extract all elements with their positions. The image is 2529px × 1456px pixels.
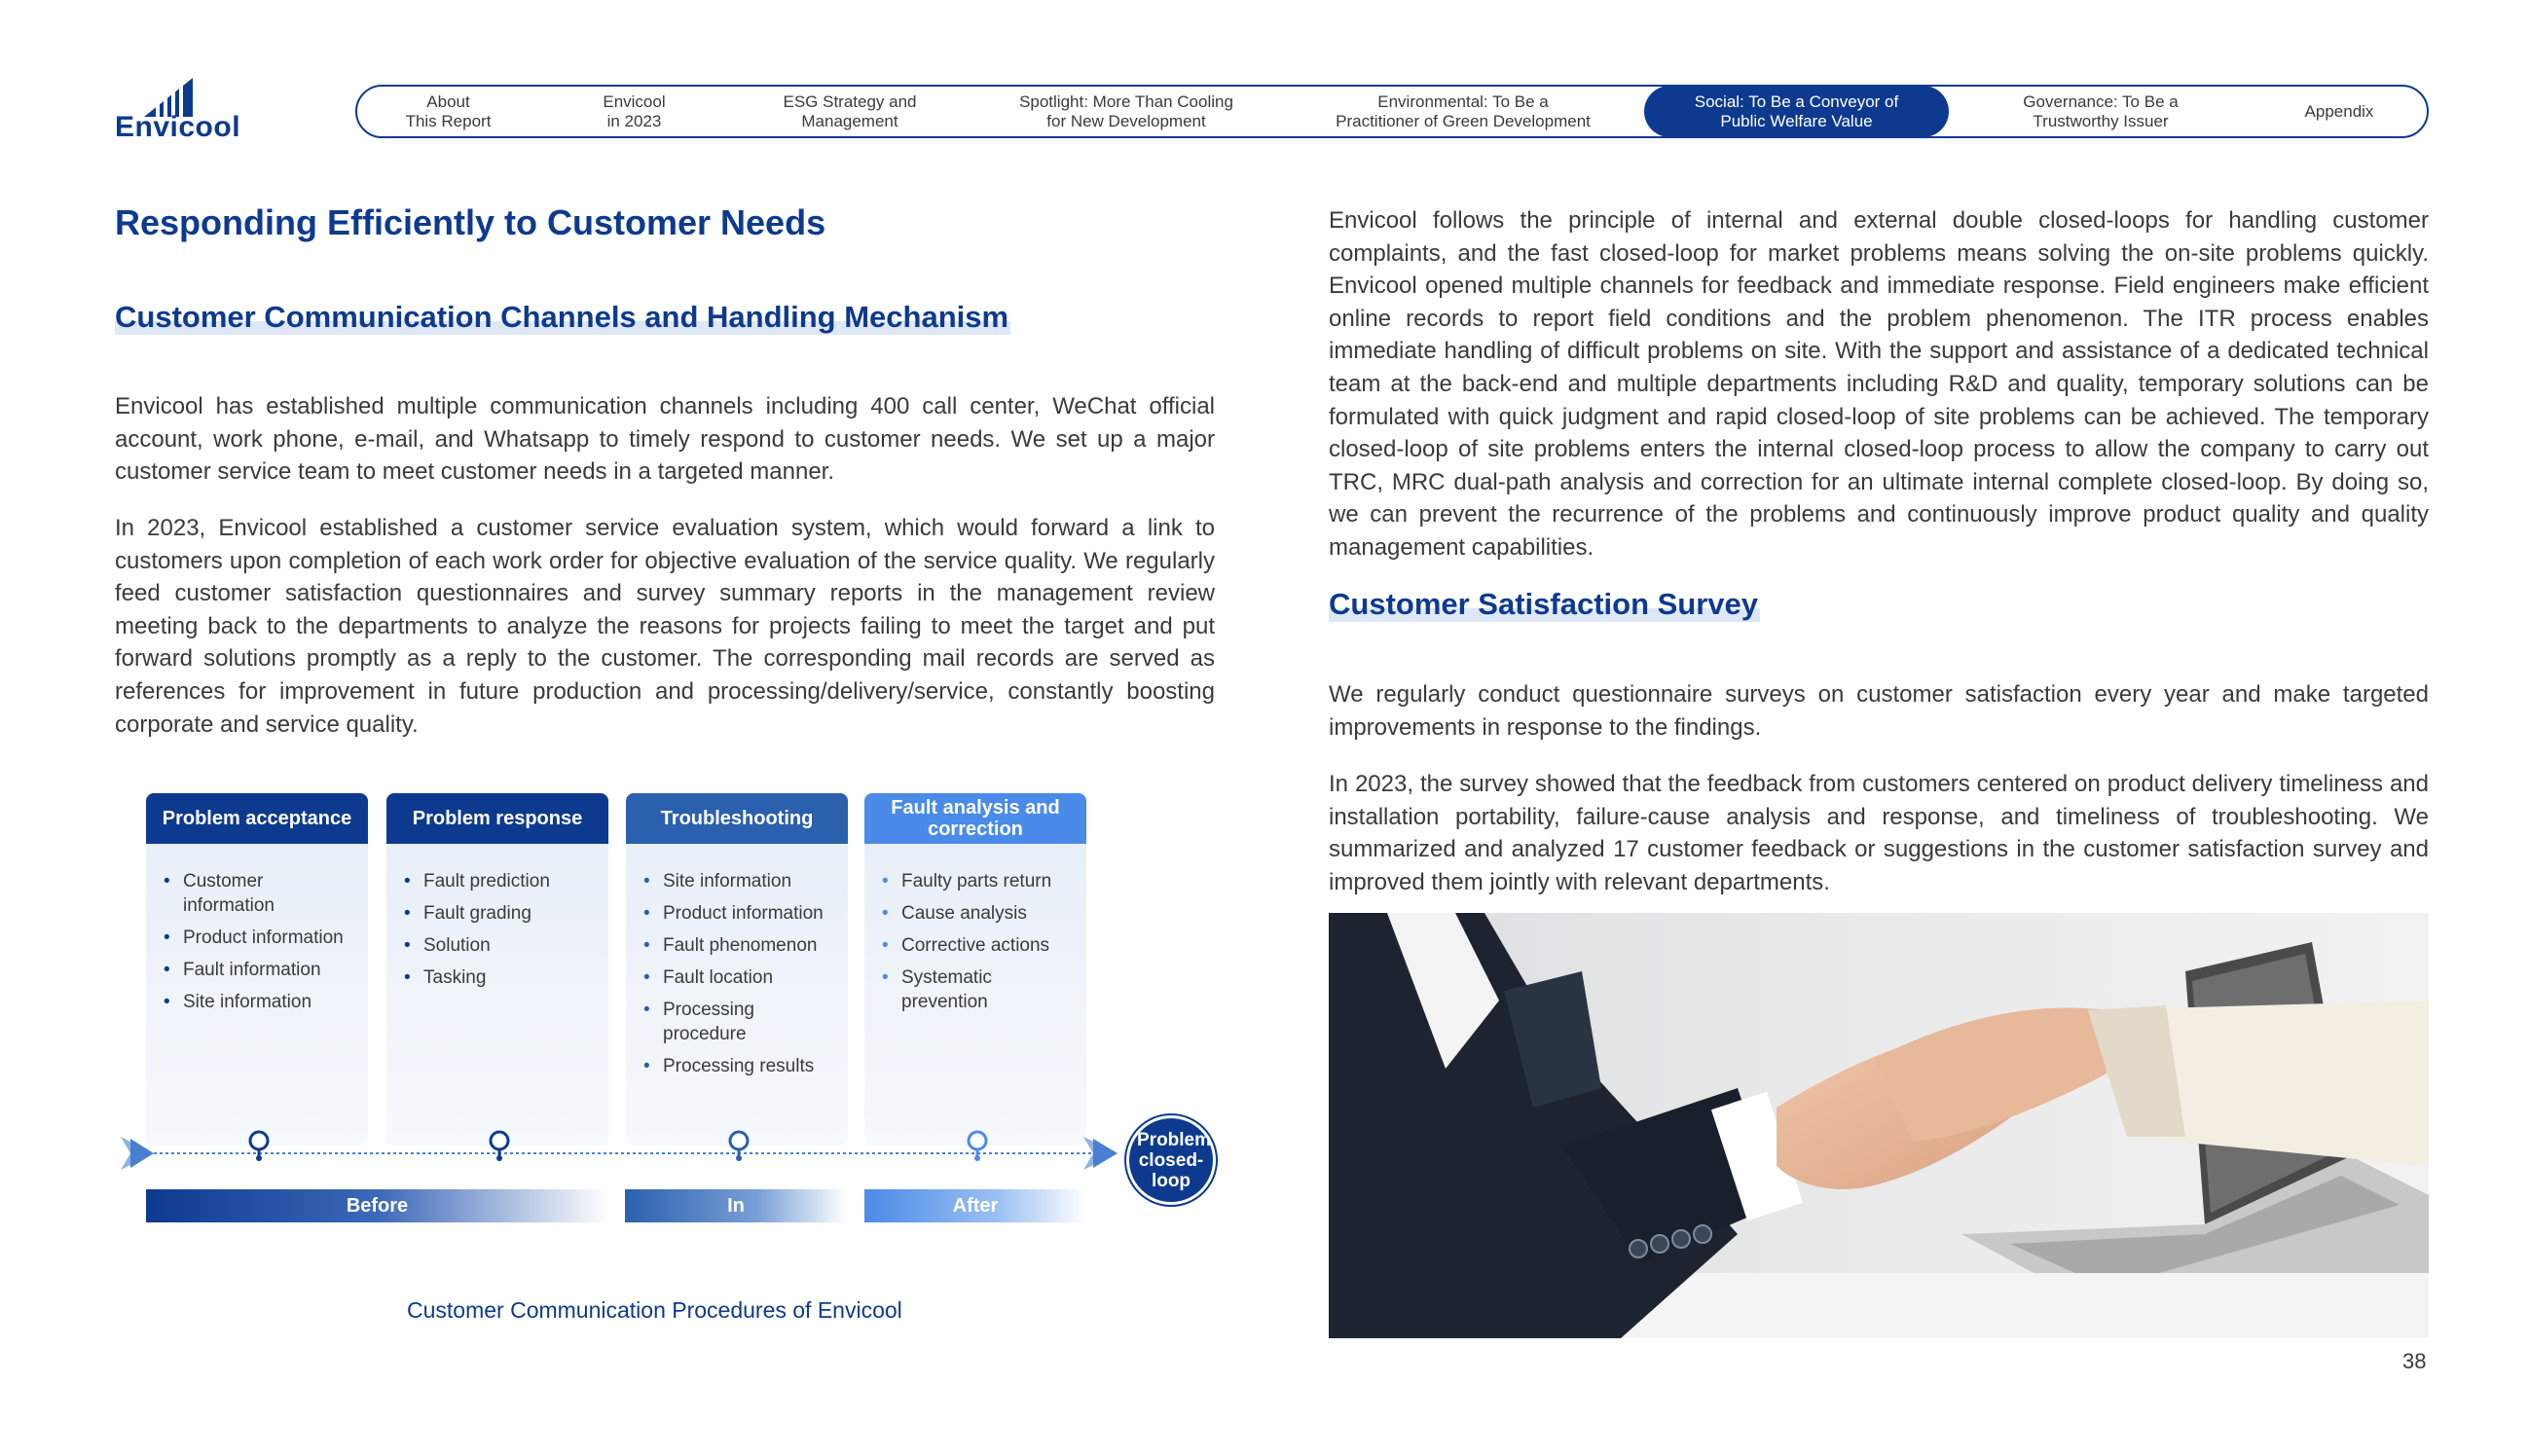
nav-tab-5[interactable]: Environmental: To Be a Practitioner of Green Development (1336, 91, 1591, 130)
procedure-item-text: Solution (423, 935, 491, 956)
procedure-item (404, 901, 599, 926)
nav-tab-7[interactable]: Governance: To Be a Trustworthy Issuer (2023, 91, 2179, 130)
procedure-item-text: Fault phenomenon (663, 935, 818, 956)
procedure-item-list (404, 869, 599, 998)
bullet-icon: • (643, 903, 650, 924)
procedure-item-text: Product information (183, 928, 344, 948)
bullet-icon: • (882, 935, 889, 956)
bullet-icon: • (643, 871, 650, 892)
nav-tab-4[interactable]: Spotlight: More Than Cooling for New Development (1019, 91, 1233, 130)
procedure-item (882, 933, 1077, 958)
bullet-icon: • (164, 928, 170, 948)
procedure-item-list (882, 869, 1077, 1022)
bullet-icon: • (643, 935, 650, 956)
survey-paragraph-1: We regularly conduct questionnaire surveys on customer satisfaction every year and make targeted improvements in response to the findings. (1329, 681, 2429, 741)
procedure-item-text: Corrective actions (901, 935, 1050, 956)
procedure-item-text: Fault information (183, 960, 321, 980)
bullet-icon: • (404, 967, 411, 988)
bullet-icon: • (164, 960, 170, 980)
survey-paragraph-2: In 2023, the survey showed that the feedback from customers centered on product delivery timeliness and installation portability, failure-cause analysis and response, and timeliness of troubleshooting. We summarized and analyzed 17 customer feedback or suggestions in the customer satisfaction survey and improved them jointly with relevant departments. (1329, 771, 2429, 895)
procedure-column (386, 793, 608, 1146)
procedure-item (164, 958, 358, 982)
procedure-column-title: Problem acceptance (146, 793, 368, 844)
procedure-item-list (643, 869, 838, 1086)
procedure-item (164, 869, 358, 918)
bullet-icon: • (643, 967, 650, 988)
bullet-icon: • (404, 903, 411, 924)
phase-in (625, 1189, 847, 1222)
procedure-item-text: Faulty parts return (901, 871, 1052, 892)
procedure-item-text: Site information (663, 871, 792, 892)
nav-tab-1[interactable]: About This Report (405, 91, 492, 130)
procedure-column-title: Problem response (386, 793, 608, 844)
procedure-item (643, 869, 838, 893)
procedure-column (864, 793, 1086, 1146)
bullet-icon: • (643, 1000, 650, 1020)
procedure-column-title: Fault analysis and correction (864, 793, 1086, 844)
nav-tab-8[interactable]: Appendix (2304, 101, 2374, 121)
nav-tab-3[interactable]: ESG Strategy and Management (783, 91, 917, 130)
procedure-item-text: Fault grading (423, 903, 531, 924)
procedure-item (643, 1054, 838, 1078)
bullet-icon: • (882, 871, 889, 892)
procedure-item (643, 901, 838, 926)
section-heading-channels: Customer Communication Channels and Handling Mechanism (115, 300, 1009, 334)
procedure-item-text: Tasking (423, 967, 487, 988)
bullet-icon: • (882, 967, 889, 988)
procedure-item-list (164, 869, 358, 1022)
procedure-item-text: Fault prediction (423, 871, 550, 892)
procedure-item-text: Processing procedure (663, 1000, 754, 1044)
procedure-item-text: Site information (183, 992, 312, 1012)
bullet-icon: • (404, 935, 411, 956)
closed-loop-node (1126, 1115, 1216, 1205)
procedure-item-text: Processing results (663, 1056, 815, 1076)
channels-paragraph: Envicool has established multiple communication channels including 400 call center, WeChat official account, work phone, e-mail, and Whatsapp to timely respond to customer needs. We set up a major customer service team to meet customer needs in a targeted manner. (115, 393, 1215, 486)
section-heading-survey: Customer Satisfaction Survey (1329, 587, 1759, 621)
procedure-item (882, 869, 1077, 893)
procedure-item (164, 926, 358, 950)
location-pin-icon (969, 1132, 986, 1161)
evaluation-paragraph: In 2023, Envicool established a customer service evaluation system, which would forward a link to customers upon completion of each work order for objective evaluation of the service quality. We regularly feed customer satisfaction questionnaires and survey summary reports in the management review meeting back to the departments to analyze the reasons for projects failing to meet the target and put forward solutions promptly as a reply to the customer. The corresponding mail records are served as references for improvement in future production and processing/delivery/service, constantly boosting corporate and service quality. (115, 515, 1215, 738)
procedure-item (643, 933, 838, 958)
procedure-item-text: Product information (663, 903, 824, 924)
procedure-column (626, 793, 848, 1146)
closed-loop-label: Problem closed-loop (1137, 1129, 1212, 1191)
bullet-icon: • (882, 903, 889, 924)
bullet-icon: • (404, 871, 411, 892)
location-pin-icon (730, 1132, 748, 1161)
procedure-item-text: Systematic prevention (901, 967, 992, 1012)
procedure-column-title: Troubleshooting (626, 793, 848, 844)
nav-tab-6[interactable]: Social: To Be a Conveyor of Public Welfare Value (1644, 86, 1949, 137)
phase-before-label: Before (346, 1194, 409, 1217)
phase-after (864, 1189, 1086, 1222)
location-pin-icon (250, 1132, 268, 1161)
logo-text: Envicool (115, 111, 241, 143)
handshake-photo (1329, 913, 2429, 1338)
procedure-item-text: Customer information (183, 871, 275, 916)
procedure-item (643, 998, 838, 1046)
page-number: 38 (2402, 1349, 2427, 1373)
location-pin-icon (491, 1132, 508, 1161)
phase-after-label: After (952, 1194, 999, 1217)
procedure-item (404, 965, 599, 990)
procedure-item (404, 933, 599, 958)
top-navigation (355, 85, 2429, 138)
phase-before (146, 1189, 608, 1222)
closed-loop-paragraph: Envicool follows the principle of internal and external double closed-loops for handling customer complaints, and the fast closed-loop for market problems means solving the on-site problems quickly. Envicool opened multiple channels for feedback and immediate response. Field engineers make efficient online records to report field conditions and the problem phenomenon. The ITR process enables immediate handling of difficult problems on site. With the support and assistance of a dedicated technical team at the back-end and multiple departments including R&D and quality, temporary solutions can be formulated with quick judgment and rapid closed-loop of site problems can be achieved. The temporary closed-loop of site problems enters the internal closed-loop process to allow the company to carry out TRC, MRC dual-path analysis and correction for an ultimate internal complete closed-loop. By doing so, we can prevent the recurrence of the problems and continuously improve product quality and quality management capabilities. (1329, 207, 2429, 561)
page-title: Responding Efficiently to Customer Needs (115, 202, 826, 242)
bullet-icon: • (164, 992, 170, 1012)
procedure-item (882, 901, 1077, 926)
envicool-logo (115, 78, 251, 146)
procedure-item (404, 869, 599, 893)
procedure-item (164, 990, 358, 1014)
procedure-item (882, 965, 1077, 1014)
procedure-item-text: Cause analysis (901, 903, 1027, 924)
phase-in-label: In (727, 1194, 745, 1217)
nav-tab-2[interactable]: Envicool in 2023 (603, 91, 666, 130)
procedure-column (146, 793, 368, 1146)
procedure-item (643, 965, 838, 990)
bullet-icon: • (643, 1056, 650, 1076)
procedure-item-text: Fault location (663, 967, 774, 988)
diagram-caption: Customer Communication Procedures of Envicool (407, 1297, 902, 1323)
bullet-icon: • (164, 871, 170, 892)
